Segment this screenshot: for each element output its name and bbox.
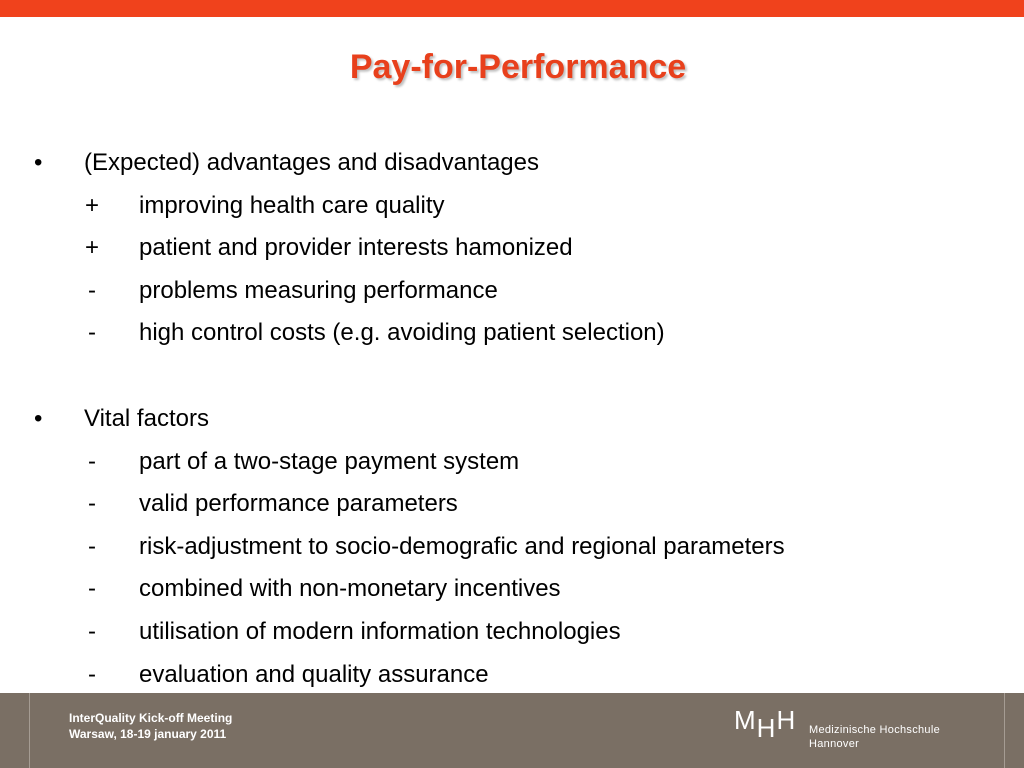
slide-title: Pay-for-Performance [349, 48, 687, 86]
footer-meeting-date: Warsaw, 18-19 january 2011 [69, 727, 227, 741]
minus-marker: - [88, 661, 96, 688]
bullet-icon: • [34, 405, 43, 432]
bullet-icon: • [34, 149, 43, 176]
minus-marker: - [88, 277, 96, 304]
sub-item-text: valid performance parameters [139, 490, 458, 517]
minus-marker: - [88, 490, 96, 517]
minus-marker: - [88, 533, 96, 560]
bullet-heading: (Expected) advantages and disadvantages [84, 149, 539, 176]
minus-marker: - [88, 618, 96, 645]
sub-item-text: evaluation and quality assurance [139, 661, 489, 688]
sub-item-text: part of a two-stage payment system [139, 448, 520, 475]
bullet-heading: Vital factors [84, 405, 209, 432]
footer-event-info [69, 710, 232, 742]
minus-marker: - [88, 319, 96, 346]
footer-meeting-name: InterQuality Kick-off Meeting [69, 711, 233, 725]
footer-divider [1004, 693, 1005, 768]
footer-divider [29, 693, 30, 768]
sub-item-text: problems measuring performance [139, 277, 498, 304]
slide-footer [0, 693, 1024, 768]
sub-item-text: improving health care quality [139, 192, 445, 219]
plus-marker: + [84, 192, 99, 219]
sub-item-text: high control costs (e.g. avoiding patient selection) [139, 319, 665, 346]
sub-item-text: patient and provider interests hamonized [139, 234, 573, 261]
sub-item-text: combined with non-monetary incentives [139, 575, 561, 602]
mhh-logo-text: Medizinische Hochschule Hannover [809, 724, 941, 750]
minus-marker: - [88, 575, 96, 602]
sub-item-text: risk-adjustment to socio-demografic and regional parameters [139, 533, 785, 560]
plus-marker: + [84, 234, 99, 261]
sub-item-text: utilisation of modern information technologies [139, 618, 621, 645]
mhh-logo-icon: MHH [734, 705, 797, 743]
minus-marker: - [88, 448, 96, 475]
mhh-logo [734, 705, 974, 755]
top-accent-bar [0, 0, 1024, 17]
